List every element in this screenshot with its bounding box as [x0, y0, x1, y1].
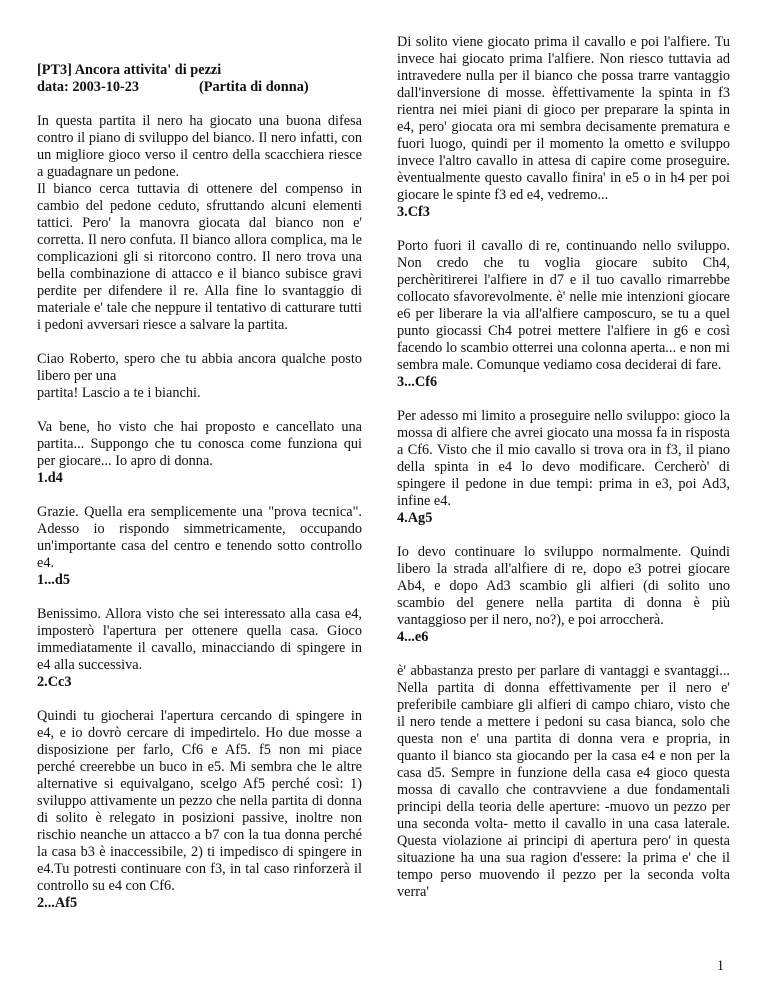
paragraph: [37, 606, 362, 691]
paragraph-text: Ciao Roberto, spero che tu abbia ancora qualche posto libero per una partita! Lascio a te i bianchi.: [37, 351, 362, 401]
paragraph: [397, 238, 730, 391]
paragraph: [37, 419, 362, 487]
chess-move: 3...Cf6: [397, 374, 438, 390]
paragraph: [397, 663, 730, 901]
paragraph-text: In questa partita il nero ha giocato una buona difesa contro il piano di sviluppo del bianco. Il nero infatti, con un migliore gioco verso il centro della scacchiera riesce a guadagnare un pedone. Il bianco cerca tuttavia di ottenere del compenso in cambio del pedone ceduto, sfruttando alcuni elementi tattici. Pero' la manovra giocata dal bianco non e' corretta. Il nero confuta. Il bianco allora complica, ma le complicazioni gli si ritorcono contro. Il nero trova una bella combinazione di attacco e il bianco subisce gravi perdite per difendere il re. Alla fine lo svantaggio di materiale e' tale che neppure il tentativo di catturare tutti i pedoni avversari riesce a salvare la partita.: [37, 113, 362, 333]
paragraph: [397, 34, 730, 221]
document-title: [PT3] Ancora attivita' di pezzi: [37, 62, 222, 78]
paragraph-text: Di solito viene giocato prima il cavallo e poi l'alfiere. Tu invece hai giocato prima l'alfiere. Non riesco tuttavia ad intravedere nulla per il bianco che possa trarre vantaggio dall'inversione di mosse. èffettivamente la spinta in f3 rientra nei miei piani di gioco per preparare la spinta in e4, pero' giocata ora mi sembra decisamente prematura e fuori luogo, quindi per il momento la ometto e sviluppo invece l'altro cavallo in attesa di capire come proseguire. èventualmente questo cavallo finira' in e5 o in h4 per poi giocare le spinte f3 ed e4, vedremo...: [397, 34, 730, 203]
paragraph-text: Io devo continuare lo sviluppo normalmente. Quindi libero la strada all'alfiere di re, dopo e3 potrei giocare Ab4, e dopo Ad3 scambio gli alfieri (di solito uno scambio del genere nella partita di donna è più vantaggioso per il nero, no?), e poi arroccherà.: [397, 544, 730, 628]
paragraph: [397, 408, 730, 527]
paragraph-text: Per adesso mi limito a proseguire nello sviluppo: gioco la mossa di alfiere che avrei giocato una mossa fa in risposta a Cf6. Visto che il mio cavallo si trova ora in f3, il piano della spinta in e4 lo devo modificare. Cercherò' di spingere il pedone in due tempi: prima in e3, poi Ad3, infine e4.: [397, 408, 730, 509]
document-date: data: 2003-10-23: [37, 79, 140, 95]
paragraph-text: è' abbastanza presto per parlare di vantaggi e svantaggi... Nella partita di donna effettivamente per il nero e' preferibile cambiare gli alfieri di campo chiaro, visto che il nero tende a mettere i pedoni su casa bianca, solo che questa non e' una partita di donna vera e propria, in quanto il bianco sta giocando per la casa e4 e non per la casa d5. Sempre in funzione della casa e4 gioco questa mossa di cavallo che contravviene a due fondamentali principi della teoria delle aperture: -muovo un pezzo per una seconda volta- metto il cavallo in una casa laterale. Questa violazione ai principi di apertura pero' in questa situazione ha una sua ragion d'essere: la prima e' che il tempo perso muovendo il pezzo per la seconda volta verra': [397, 663, 730, 900]
right-column: [397, 34, 730, 918]
paragraph-text: Quindi tu giocherai l'apertura cercando di spingere in e4, e io dovrò cercare di impedirtelo. Ho due mosse a disposizione per farlo, Cf6 e Af5. f5 non mi piace perché creerebbe un buco in e5. Mi sembra che le altre alternative si equivalgano, scelgo Af5 perché così: 1) sviluppo attivamente un pezzo che nella partita di donna di solito è relegato in posizioni passive, inoltre non rischio neanche un attacco a b7 con la tua donna perché la casa b3 è inaccessibile, 2) ti impedisco di spingere in e4.Tu potresti continuare con f3, in tal caso rinforzerà il controllo su e4 con Cf6.: [37, 708, 362, 894]
header-date-line: [37, 79, 362, 96]
paragraph: [37, 113, 362, 334]
chess-move: 3.Cf3: [397, 204, 430, 220]
chess-move: 2...Af5: [37, 895, 78, 911]
paragraph: [37, 351, 362, 402]
chess-move: 4.Ag5: [397, 510, 433, 526]
page-number: 1: [716, 958, 724, 974]
paragraph-text: Va bene, ho visto che hai proposto e cancellato una partita... Suppongo che tu conosca come funziona qui per giocare... Io apro di donna.: [37, 419, 362, 469]
paragraph: [37, 504, 362, 589]
paragraph-text: Grazie. Quella era semplicemente una "prova tecnica". Adesso io rispondo simmetricamente, occupando un'importante casa del centro e tenendo sotto controllo e4.: [37, 504, 362, 571]
paragraph-text: Porto fuori il cavallo di re, continuando nello sviluppo. Non credo che tu voglia giocare subito Ch4, perchèritirerei l'alfiere in d7 e il tuo cavallo rimarrebbe collocato sfavorevolmente. è' nelle mie intenzioni giocare e6 per liberare la via all'alfiere camposcuro, se tu a quel punto giocassi Ch4 potrei mettere l'alfiere in g6 e così facendo lo scambio otterrei una colonna aperta... e non mi sembra male. Comunque vediamo cosa deciderai di fare.: [397, 238, 730, 373]
paragraph: [37, 708, 362, 912]
paragraph: [397, 544, 730, 646]
game-type: (Partita di donna): [199, 79, 309, 95]
document-header: [37, 62, 362, 96]
chess-move: 1.d4: [37, 470, 63, 486]
paragraph-text: Benissimo. Allora visto che sei interessato alla casa e4, imposterò l'apertura per ottenere quella casa. Gioco immediatamente il cavallo, minacciando di spingere in e4 alla successiva.: [37, 606, 362, 673]
chess-move: 4...e6: [397, 629, 429, 645]
left-column: [37, 62, 362, 929]
chess-move: 2.Cc3: [37, 674, 72, 690]
chess-move: 1...d5: [37, 572, 70, 588]
